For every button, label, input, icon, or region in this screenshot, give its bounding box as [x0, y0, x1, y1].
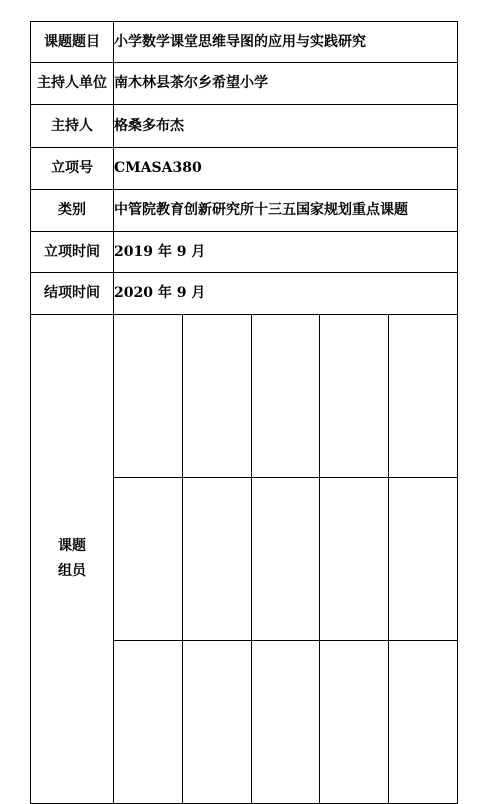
member-cell[interactable] [183, 478, 252, 641]
category-label: 类别 [31, 190, 114, 232]
row-project-number [31, 148, 458, 190]
end-date-label: 结项时间 [31, 273, 114, 315]
member-cell[interactable] [388, 315, 457, 478]
start-date-value: 2019 年 9 月 [114, 232, 458, 273]
member-cell[interactable] [388, 478, 457, 641]
project-title-label: 课题题目 [31, 22, 114, 63]
members-grid [114, 315, 457, 803]
start-date-label: 立项时间 [31, 232, 114, 273]
members-grid-cell [114, 315, 458, 804]
member-cell[interactable] [114, 478, 183, 641]
members-label-line1: 课题 [58, 538, 86, 555]
row-host [31, 105, 458, 148]
members-grid-row [114, 641, 457, 804]
project-number-value: CMASA380 [114, 148, 458, 190]
project-number-label: 立项号 [31, 148, 114, 190]
row-end-date [31, 273, 458, 315]
member-cell[interactable] [251, 641, 320, 804]
member-cell[interactable] [388, 641, 457, 804]
members-grid-row [114, 478, 457, 641]
project-info-form [30, 21, 458, 804]
project-title-value: 小学数学课堂思维导图的应用与实践研究 [114, 22, 458, 63]
member-cell[interactable] [114, 641, 183, 804]
row-start-date [31, 232, 458, 273]
member-cell[interactable] [183, 315, 252, 478]
member-cell[interactable] [320, 641, 389, 804]
category-value: 中管院教育创新研究所十三五国家规划重点课题 [114, 190, 458, 232]
member-cell[interactable] [251, 315, 320, 478]
member-cell[interactable] [251, 478, 320, 641]
host-unit-label: 主持人单位 [31, 63, 114, 105]
members-label [31, 538, 113, 580]
member-cell[interactable] [320, 478, 389, 641]
end-date-value: 2020 年 9 月 [114, 273, 458, 315]
members-label-cell [31, 315, 114, 804]
row-members [31, 315, 458, 804]
row-category [31, 190, 458, 232]
member-cell[interactable] [320, 315, 389, 478]
members-grid-row [114, 315, 457, 478]
host-unit-value: 南木林县茶尔乡希望小学 [114, 63, 458, 105]
members-label-line2: 组员 [58, 563, 86, 579]
member-cell[interactable] [183, 641, 252, 804]
member-cell[interactable] [114, 315, 183, 478]
row-project-title [31, 22, 458, 63]
host-label: 主持人 [31, 105, 114, 148]
host-value: 格桑多布杰 [114, 105, 458, 148]
row-host-unit [31, 63, 458, 105]
